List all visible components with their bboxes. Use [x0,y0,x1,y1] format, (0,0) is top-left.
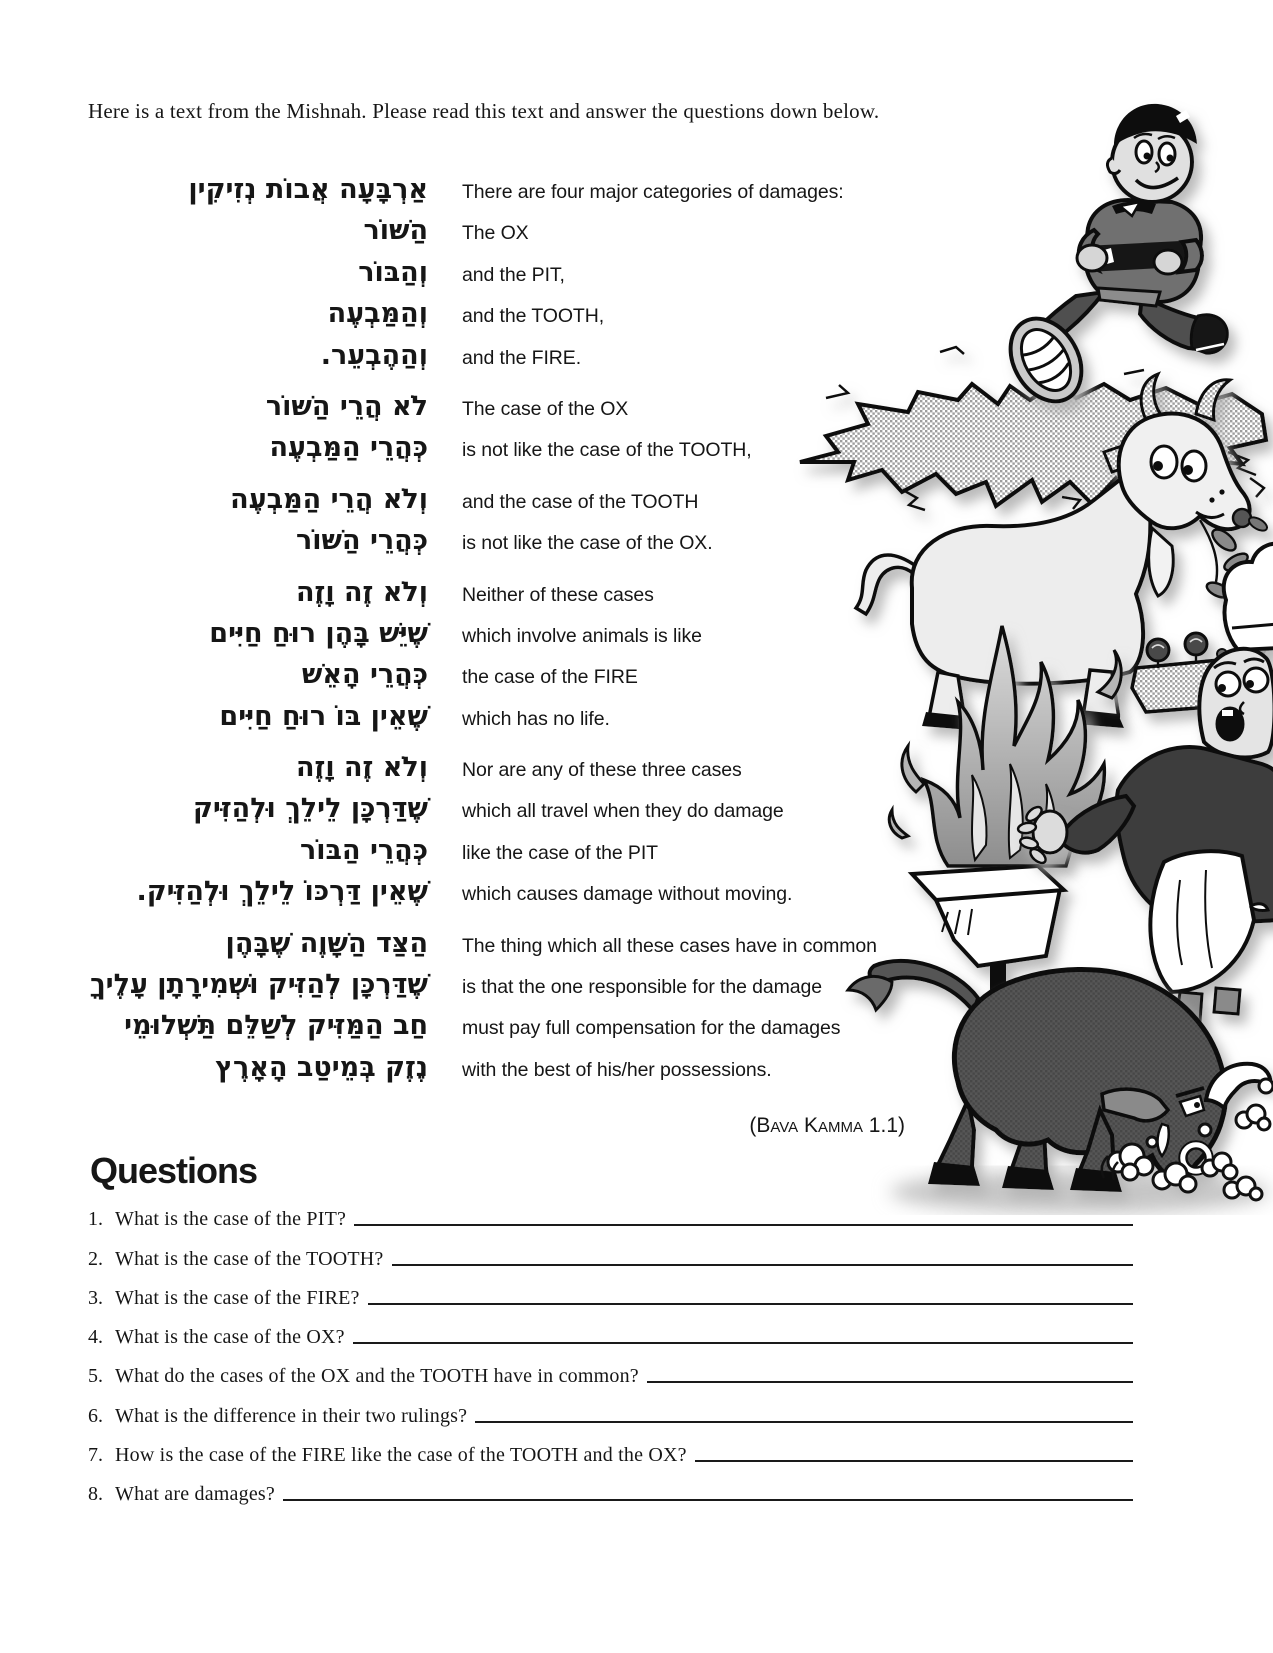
answer-blank-line[interactable] [392,1263,1133,1266]
hebrew-line: שֶׁדַּרְכָּן לְהַזִּיק וּשְׁמִירָתָן עָלֶיךָ [90,969,428,1001]
question-text: What is the case of the OX? [115,1326,345,1349]
mishnah-group [88,747,888,913]
english-line: is not like the case of the TOOTH, [462,439,752,462]
hebrew-line: הַצַּד הַשָּׁוֶה שֶׁבָּהֶן [225,927,428,959]
mishnah-line [88,1047,888,1088]
english-line: like the case of the PIT [462,841,658,864]
mishnah-line [88,479,888,520]
question-text: How is the case of the FIRE like the case of the TOOTH and the OX? [115,1444,687,1467]
english-line: The case of the OX [462,397,629,420]
mishnah-line [88,335,888,376]
question-text: What is the case of the PIT? [115,1208,347,1231]
question-number: 5. [88,1365,103,1388]
hebrew-line: כְּהֲרֵי הַשּׁוֹר [296,525,428,557]
hebrew-line: נֶזֶק בְּמֵיטַב הָאָרֶץ [215,1051,428,1083]
questions-heading: Questions [90,1150,258,1191]
hebrew-line: שֶׁאֵין דַּרְכּוֹ לֵילֵךְ וּלְהַזִּיק. [136,876,428,908]
hebrew-line: וְלֹא הֲרֵי הַמַּבְעֶה [230,483,428,515]
question-row [88,1271,1133,1310]
mishnah-line [88,572,888,613]
question-row [88,1467,1133,1506]
question-number: 6. [88,1404,103,1427]
question-text: What is the case of the FIRE? [115,1286,360,1309]
mishnah-cartoon-illustration [770,95,1273,1215]
hebrew-line: הַשּׁוֹר [363,215,428,247]
hebrew-line: כְּהֲרֵי הַבּוֹר [300,834,428,866]
english-line: Nor are any of these three cases [462,759,742,782]
mishnah-line [88,520,888,561]
hebrew-line: שֶׁדַּרְכָּן לֵילֵךְ וּלְהַזִּיק [193,793,428,825]
mishnah-line [88,210,888,251]
hebrew-line: וְהַבּוֹר [358,256,428,288]
english-line: the case of the FIRE [462,666,638,689]
questions-list [88,1192,1133,1506]
answer-blank-line[interactable] [283,1498,1133,1501]
question-number: 7. [88,1444,103,1467]
hebrew-line: שֶׁיֵּשׁ בָּהֶן רוּחַ חַיִּים [209,617,428,649]
english-line: which causes damage without moving. [462,883,793,906]
english-line: The thing which all these cases have in common [462,934,877,957]
hebrew-line: וְהַהֶבְעֵר. [320,339,428,371]
hebrew-line: וְלֹא זֶה וָזֶה [295,576,428,608]
mishnah-line [88,613,888,654]
mishnah-line [88,654,888,695]
hebrew-line: וְהַמַּבְעֶה [327,298,428,330]
english-line: There are four major categories of damages: [462,181,844,203]
mishnah-text-block [88,169,888,1098]
mishnah-line [88,923,888,964]
mishnah-line [88,169,888,210]
mishnah-line [88,830,888,871]
question-number: 8. [88,1483,103,1506]
english-line: must pay full compensation for the damages [462,1017,841,1040]
answer-blank-line[interactable] [368,1302,1133,1305]
hebrew-line: חַב הַמַּזִּיק לְשַׁלֵּם תַּשְׁלוּמֵי [124,1010,428,1042]
question-text: What do the cases of the OX and the TOOTH have in common? [115,1365,639,1388]
question-number: 1. [88,1208,103,1231]
question-text: What are damages? [115,1483,275,1506]
question-row [88,1231,1133,1270]
mishnah-line [88,427,888,468]
english-line: and the FIRE. [462,346,582,369]
question-row [88,1428,1133,1467]
answer-blank-line[interactable] [695,1459,1133,1462]
mishnah-group [88,572,888,738]
answer-blank-line[interactable] [475,1420,1133,1423]
english-line: which involve animals is like [462,624,702,647]
running-man-icon [996,104,1227,414]
english-line: The OX [462,222,529,245]
hebrew-line: לֹא הֲרֵי הַשּׁוֹר [265,390,428,422]
mishnah-line [88,1005,888,1046]
question-text: What is the difference in their two rulings? [115,1404,468,1427]
hebrew-line: כְּהֲרֵי הָאֵשׁ [301,659,428,691]
english-line: and the PIT, [462,263,565,286]
hebrew-line: וְלֹא זֶה וָזֶה [295,752,428,784]
english-line: is not like the case of the OX. [462,532,713,555]
question-text: What is the case of the TOOTH? [115,1247,384,1270]
mishnah-line [88,386,888,427]
intro-text: Here is a text from the Mishnah. Please read this text and answer the questions down below. [88,99,880,123]
mishnah-group [88,386,888,469]
question-number: 2. [88,1247,103,1270]
question-number: 4. [88,1326,103,1349]
hebrew-line: אַרְבָּעָה אֲבוֹת נְזִיקִין [188,174,428,205]
english-line: and the TOOTH, [462,305,605,328]
charging-bull-icon [848,961,1270,1192]
question-row [88,1388,1133,1427]
english-line: which all travel when they do damage [462,800,784,823]
source-attribution: (Bava Kamma 1.1) [749,1114,905,1137]
mishnah-line [88,747,888,788]
mishnah-group [88,169,888,376]
answer-blank-line[interactable] [353,1341,1133,1344]
mishnah-line [88,696,888,737]
answer-blank-line[interactable] [647,1380,1133,1383]
question-number: 3. [88,1286,103,1309]
answer-blank-line[interactable] [354,1223,1133,1226]
english-line: Neither of these cases [462,583,654,606]
hebrew-line: כְּהֲרֵי הַמַּבְעֶה [269,432,428,464]
question-row [88,1349,1133,1388]
mishnah-line [88,252,888,293]
english-line: with the best of his/her possessions. [462,1058,772,1081]
english-line: which has no life. [462,707,610,730]
english-line: and the case of the TOOTH [462,490,699,513]
mishnah-group [88,479,888,562]
question-row [88,1310,1133,1349]
mishnah-line [88,964,888,1005]
mishnah-line [88,788,888,829]
mishnah-line [88,293,888,334]
mishnah-group [88,923,888,1089]
mishnah-line [88,871,888,912]
hebrew-line: שֶׁאֵין בּוֹ רוּחַ חַיִּים [219,700,428,732]
english-line: is that the one responsible for the damage [462,976,823,999]
